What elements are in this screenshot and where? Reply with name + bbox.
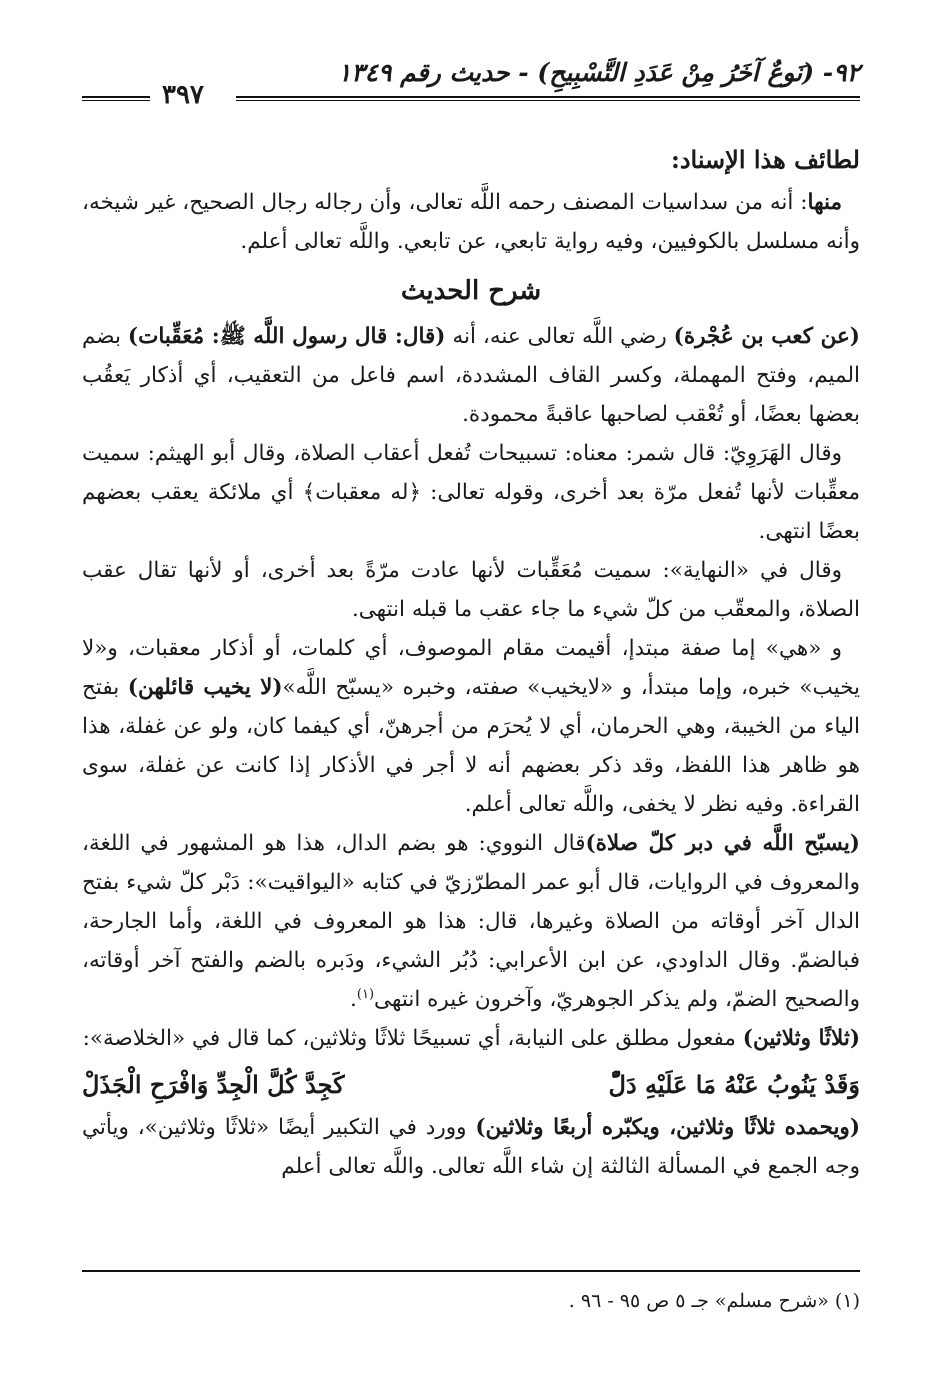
footnote-separator xyxy=(82,1270,860,1272)
period: . xyxy=(350,987,357,1012)
paragraph-text: و «هي» إما صفة مبتدإ، أقيمت مقام الموصوف، أي كلمات، أو أذكار معقبات، و«لا يخيب» خبره، وإما مبتدأ، و «لايخيب» صفته، وخبره «يسبّح اللَّه» xyxy=(82,636,860,700)
poetry-verse xyxy=(82,1058,860,1108)
paragraph-text: بفتح الياء من الخيبة، وهي الحرمان، أي لا يُحرَم من أجرهنّ، أي كيفما كان، ولو عن غفلة، هذا هو ظاهر هذا اللفظ، وقد ذكر بعضهم أنه لا أجر في الأذكار إذا كانت عن غفلة، سوى القراءة. وفيه نظر لا يخفى، واللَّه تعالى أعلم. xyxy=(82,675,860,817)
header-rule-left xyxy=(82,96,150,101)
hadith-quote: (ثلاثًا وثلاثين) xyxy=(742,1026,860,1051)
footnote-reference[interactable]: (١) xyxy=(356,986,375,1002)
paragraph-text: : أنه من سداسيات المصنف رحمه اللَّه تعالى، وأن رجاله رجال الصحيح، غير شيخه، وأنه مسلسل بالكوفيين، وفيه رواية تابعي، عن تابعي. واللَّه تعالى أعلم. xyxy=(82,190,860,254)
section-heading-sharh: شرح الحديث xyxy=(400,276,542,306)
hadith-quote: (لا يخيب قائلهن) xyxy=(127,675,283,700)
hadith-quote: (يسبّح اللَّه في دبر كلّ صلاة) xyxy=(585,831,860,856)
paragraph-text: بضم الميم، وفتح المهملة، وكسر القاف المشددة، اسم فاعل من التعقيب، أي أذكار يَعقُب بعضها بعضًا، أو تُعْقب لصاحبها عاقبةً محمودة. xyxy=(82,324,860,427)
chapter-title: ٩٢- (نَوعٌ آخَرُ مِنْ عَدَدِ التَّسْبِيحِ) - حديث رقم ١٣٤٩ xyxy=(337,58,860,87)
hadith-quote: (قال: قال رسول اللَّه ﷺ: مُعَقِّبات) xyxy=(127,324,446,349)
paragraph-5 xyxy=(82,824,860,1019)
paragraph-text: مفعول مطلق على النيابة، أي تسبيحًا ثلاثًا وثلاثين، كما قال في «الخلاصة»: xyxy=(82,1026,743,1051)
footnote: (١) «شرح مسلم» جـ ٥ ص ٩٥ - ٩٦ . xyxy=(568,1290,860,1312)
verse-second-hemistich: كَجِدَّ كُلَّ الْجِدِّ وَافْرَحِ الْجَذَلْ xyxy=(82,1070,345,1099)
paragraph-text: وورد في التكبير أيضًا «ثلاثًا وثلاثين»، ويأتي وجه الجمع في المسألة الثالثة إن شاء اللَّه تعالى. واللَّه تعالى أعلم xyxy=(82,1115,860,1179)
paragraph-2: وقال الهَرَوِيّ: قال شمر: معناه: تسبيحات تُفعل أعقاب الصلاة، وقال أبو الهيثم: سميت معقِّبات لأنها تُفعل مرّة بعد أخرى، وقوله تعالى: ﴿له معقبات﴾ أي ملائكة يعقب بعضهم بعضًا انتهى. xyxy=(82,441,860,544)
paragraph-text: قال النووي: هو بضم الدال، هذا هو المشهور في اللغة، والمعروف في الروايات، قال أبو عمر المطرّزيّ في كتابه «اليواقيت»: دَبْر كلّ شيء بفتح الدال آخر أوقاته من الصلاة وغيرها، قال: هذا هو المعروف في اللغة، وأما الجارحة، فبالضمّ. وقال الداودي، عن ابن الأعرابي: دُبُر الشيء، ودَبره بالضم والفتح آخر أوقاته، والصحيح الضمّ، ولم يذكر الجوهريّ، وآخرون غيره انتهى xyxy=(82,831,860,1012)
hadith-quote: (عن كعب بن عُجْرة) xyxy=(673,324,860,349)
running-header xyxy=(82,52,860,114)
paragraph-4 xyxy=(82,629,860,824)
paragraph-text: رضي اللَّه تعالى عنه، أنه xyxy=(445,324,674,349)
paragraph-1 xyxy=(82,317,860,434)
lead-word: منها xyxy=(807,190,842,215)
page-body xyxy=(82,140,860,1186)
paragraph-6 xyxy=(82,1019,860,1058)
header-rule xyxy=(236,96,860,101)
paragraph-3: وقال في «النهاية»: سميت مُعَقِّبات لأنها عادت مرّةً بعد أخرى، أو لأنها تقال عقب الصلاة، والمعقّب من كلّ شيء ما جاء عقب ما قبله انتهى. xyxy=(82,558,860,622)
verse-first-hemistich: وَقَدْ يَنُوبُ عَنْهُ مَا عَلَيْهِ دَلّْ xyxy=(608,1070,860,1099)
paragraph-7 xyxy=(82,1108,860,1186)
section-heading-lataif: لطائف هذا الإسناد: xyxy=(670,145,860,174)
paragraph-lataif xyxy=(82,183,860,261)
page-number: ٣٩٧ xyxy=(162,80,204,110)
hadith-quote: (ويحمده ثلاثًا وثلاثين، ويكبّره أربعًا وثلاثين) xyxy=(475,1115,860,1140)
